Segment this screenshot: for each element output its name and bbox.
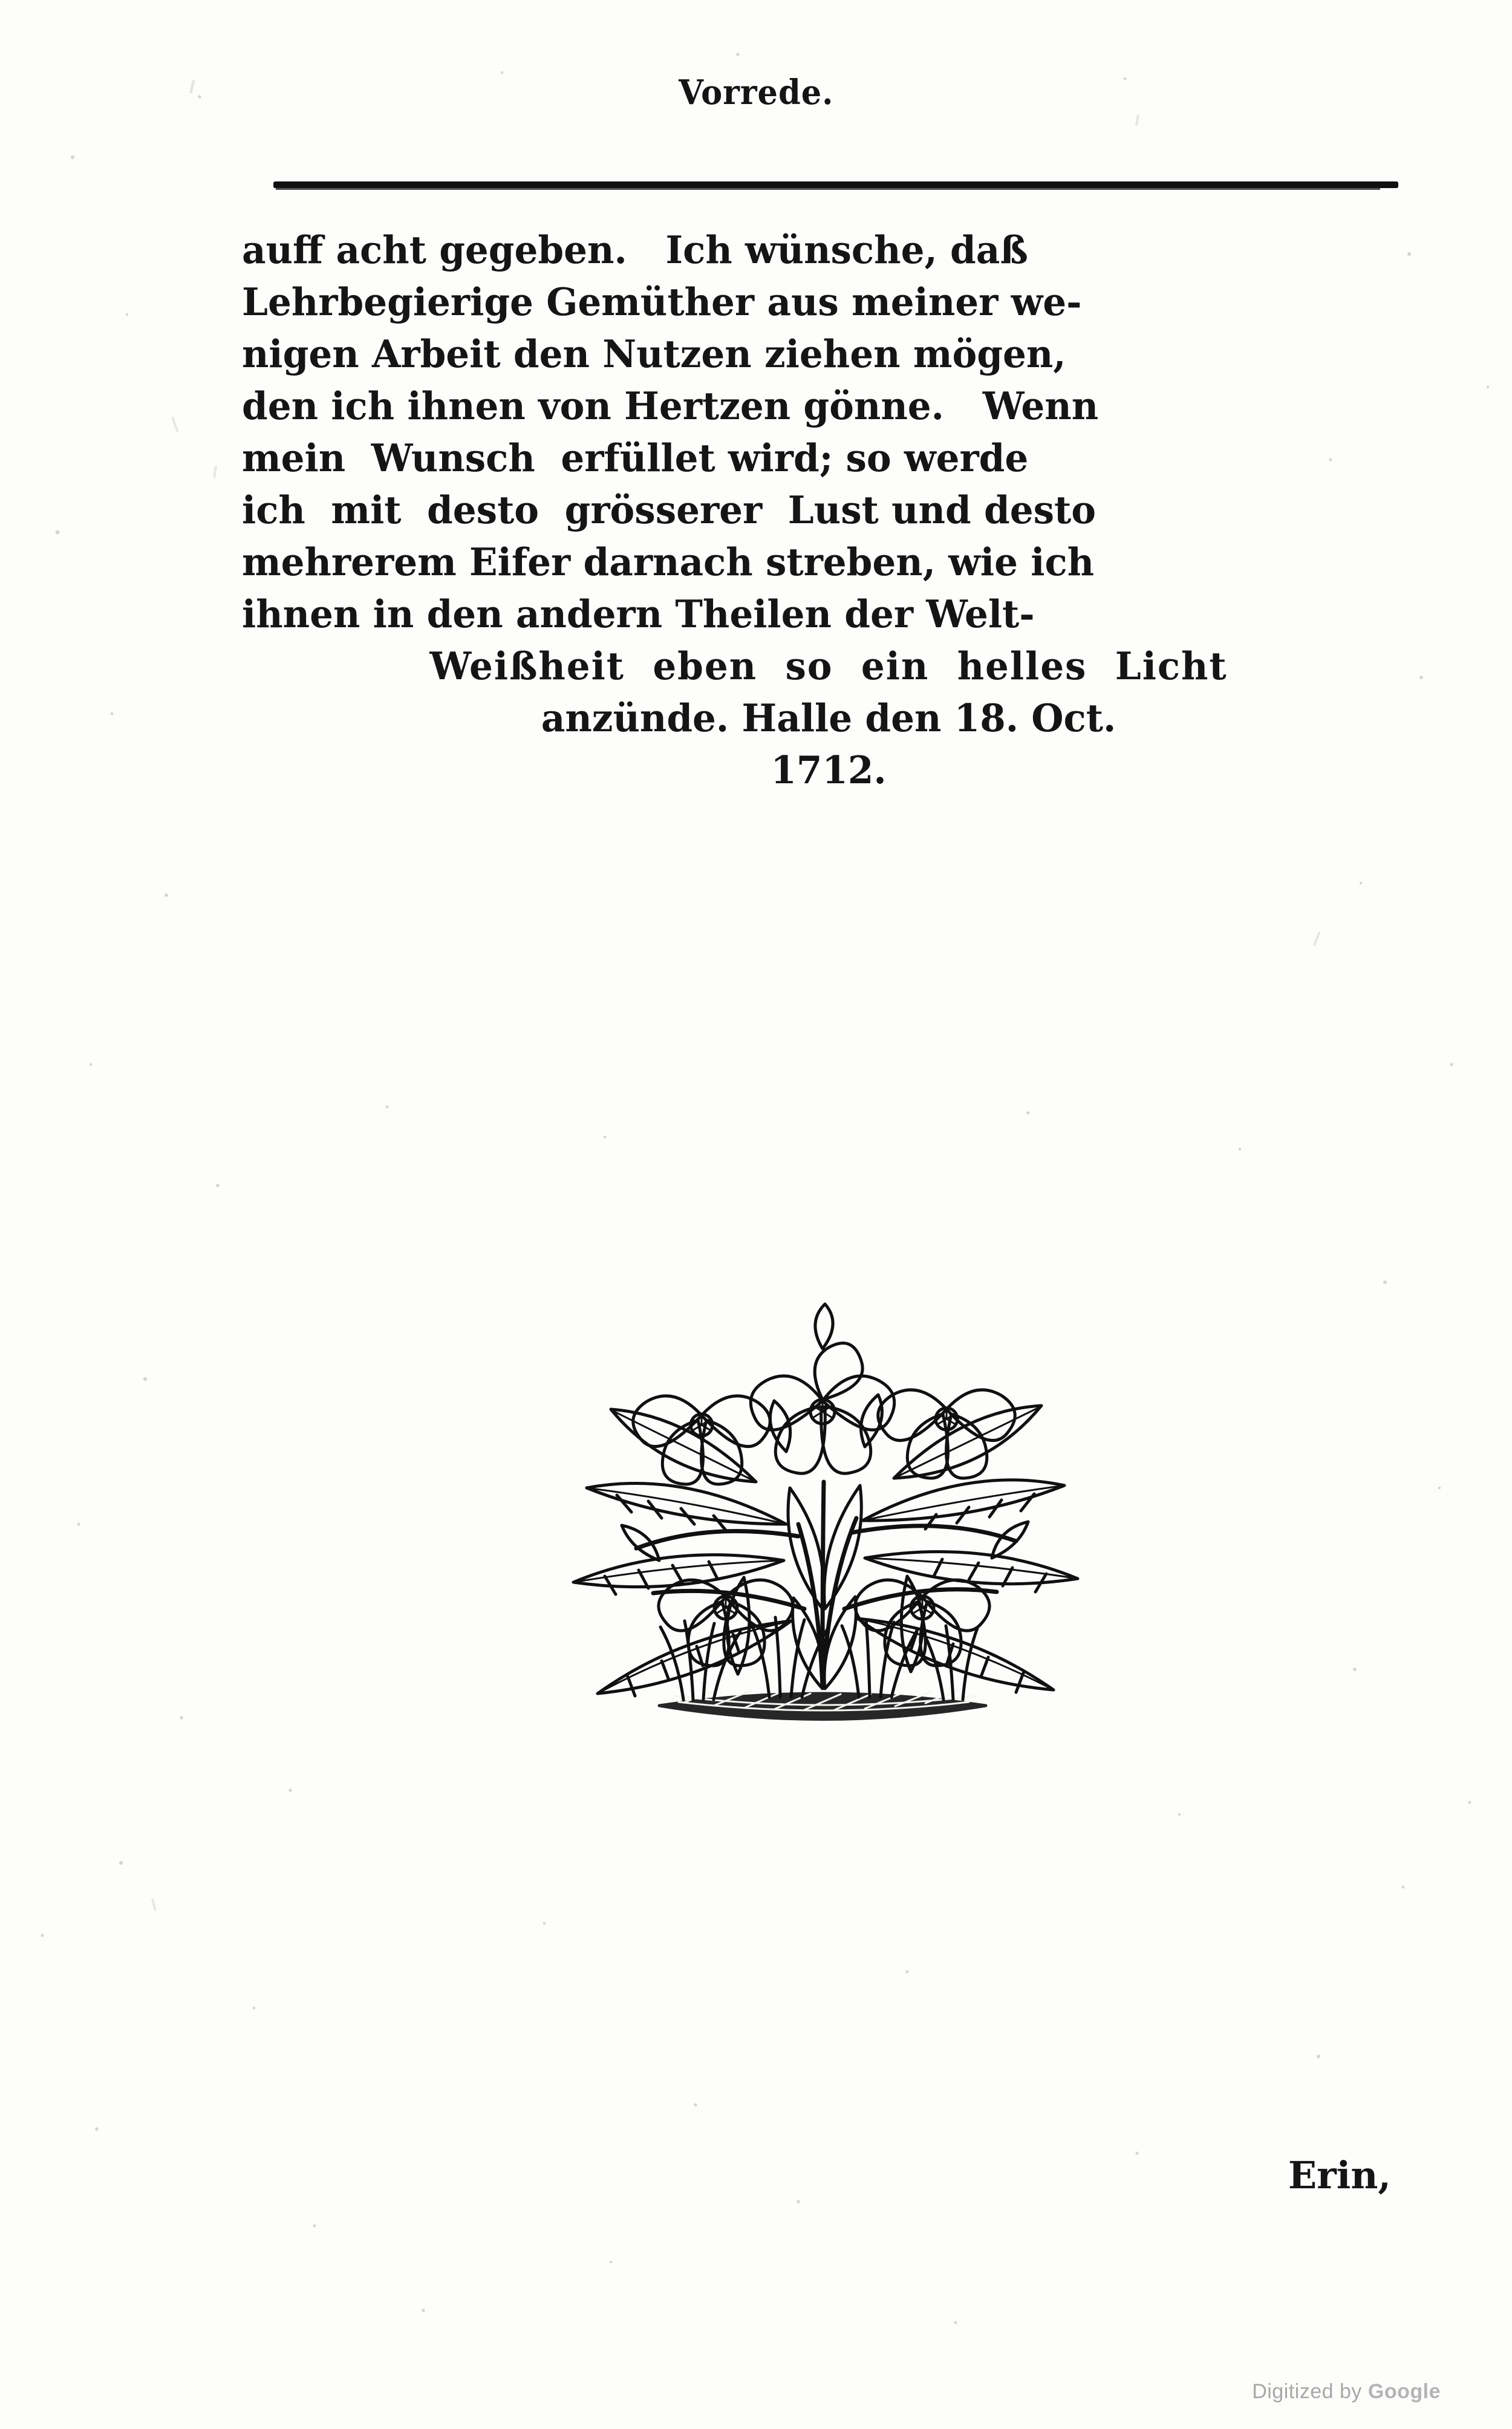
floral-woodcut-ornament [399, 1222, 1246, 1766]
body-line: ich mit desto grösserer Lust und desto [242, 487, 1096, 532]
body-line: Lehrbegierige Gemüther aus meiner we- [242, 279, 1082, 324]
body-line: mein Wunsch erfüllet wird; so werde [242, 435, 1029, 480]
body-line: ihnen in den andern Theilen der Welt- [242, 592, 1035, 636]
body-line-year: 1712. [771, 748, 887, 792]
running-head-title: Vorrede. [678, 73, 834, 112]
body-line-colophon-date: anzünde. Halle den 18. Oct. [541, 696, 1116, 740]
digitized-by-footer [1252, 2380, 1441, 2404]
digitized-by-label: Digitized by [1252, 2380, 1362, 2403]
body-line: nigen Arbeit den Nutzen ziehen mögen, [242, 331, 1066, 376]
body-line: auff acht gegeben. Ich wünsche, daß [242, 227, 1028, 272]
header-rule-divider [273, 181, 1398, 188]
page-header [0, 73, 1512, 112]
body-line: den ich ihnen von Hertzen gönne. Wenn [242, 383, 1099, 428]
catchword: Erin, [1288, 2153, 1391, 2197]
body-line: Weißheit eben so ein helles Licht [429, 644, 1228, 688]
body-line: mehrerem Eifer darnach streben, wie ich [242, 540, 1095, 584]
body-text-block [242, 224, 1415, 796]
google-wordmark: Google [1367, 2380, 1441, 2403]
